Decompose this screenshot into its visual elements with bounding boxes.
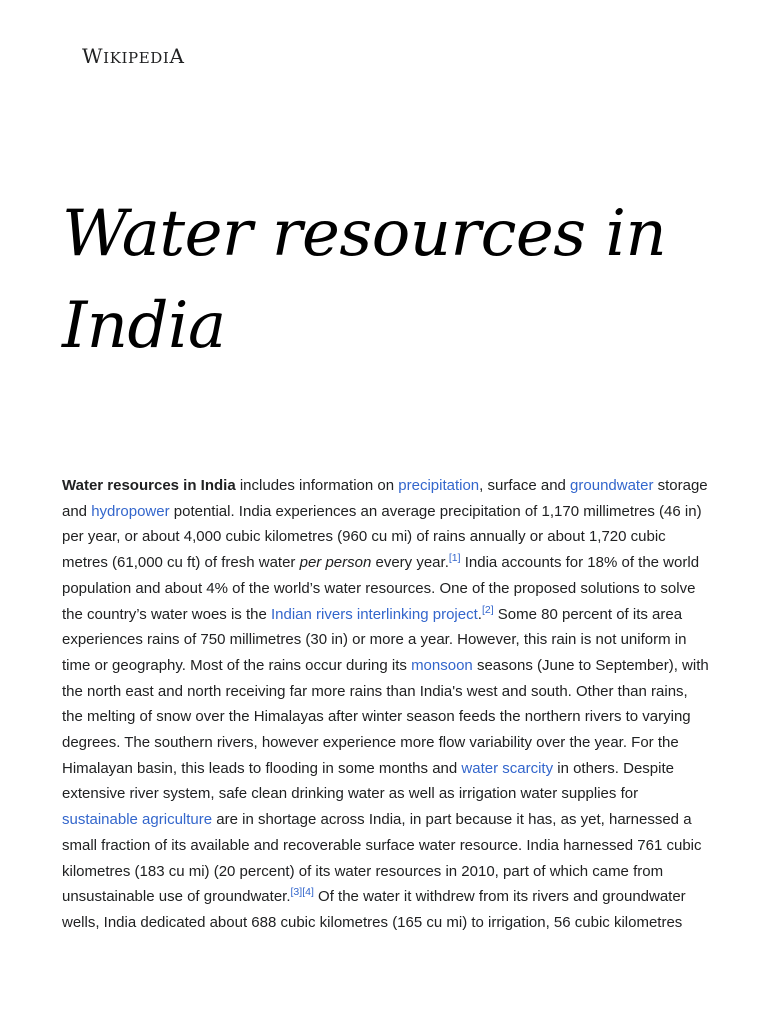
citation-3 [291,886,303,898]
site-header [82,44,184,68]
citation-4 [302,886,314,898]
link-monsoon[interactable]: monsoon [411,656,473,674]
citation-link-3[interactable]: [3] [290,886,303,899]
link-hydropower[interactable]: hydropower [91,502,170,520]
link-indian-rivers-interlinking-project[interactable]: Indian rivers interlinking project [271,605,478,623]
link-water-scarcity[interactable]: water scarcity [461,759,554,777]
citation-link-4[interactable]: [4] [302,886,314,899]
citation-link-2[interactable]: [2] [481,603,494,616]
lead-paragraph: Water resources in India includes information on precipitation, surface and groundwater storage and hydropower potential. India experiences an average precipitation of 1,170 millimetres (46 in) per year, or about 4,000 cubic kilometres (960 cu mi) of rains annually or about 1,720 cubic metres (61,000 cu ft) of fresh water per person every year.[1] India accounts for 18% of the world population and about 4% of the world’s water resources. One of the proposed solutions to solve the country’s water woes is the Indian rivers interlinking project.[2] Some 80 percent of its area experiences rains of 750 millimetres (30 in) or more a year. However, this rain is not uniform in time or geography. Most of the rains occur during its monsoon seasons (June to September), with the north east and north receiving far more rains than India's west and south. Other than rains, the melting of snow over the Himalayas after winter season feeds the northern rivers to varying degrees. The southern rivers, however experience more flow variability over the year. For the Himalayan basin, this leads to flooding in some months and water scarcity in others. Despite extensive river system, safe clean drinking water as well as irrigation water supplies for sustainable agriculture are in shortage across India, in part because it has, as yet, harnessed a small fraction of its available and recoverable surface water resource. India harnessed 761 cubic kilometres (183 cu mi) (20 percent) of its water resources in 2010, part of which came from unsustainable use of groundwater.[3][4] Of the water it withdrew from its rivers and groundwater wells, India dedicated about 688 cubic kilometres (165 cu mi) to irrigation, 56 cubic kilometres [62,477,709,931]
article-body [62,473,710,936]
citation-2 [482,604,494,616]
emphasis-per-person: per person [299,554,372,572]
citation-link-1[interactable]: [1] [448,552,461,565]
link-groundwater[interactable]: groundwater [570,477,654,494]
page-title: Water resources in India [62,197,667,363]
link-precipitation[interactable]: precipitation [398,477,480,494]
bold-subject: Water resources in India [62,477,236,494]
citation-1 [449,552,461,564]
wikipedia-wordmark-logo[interactable]: WIKIPEDIA [82,44,185,68]
link-sustainable-agriculture[interactable]: sustainable agriculture [62,811,213,829]
